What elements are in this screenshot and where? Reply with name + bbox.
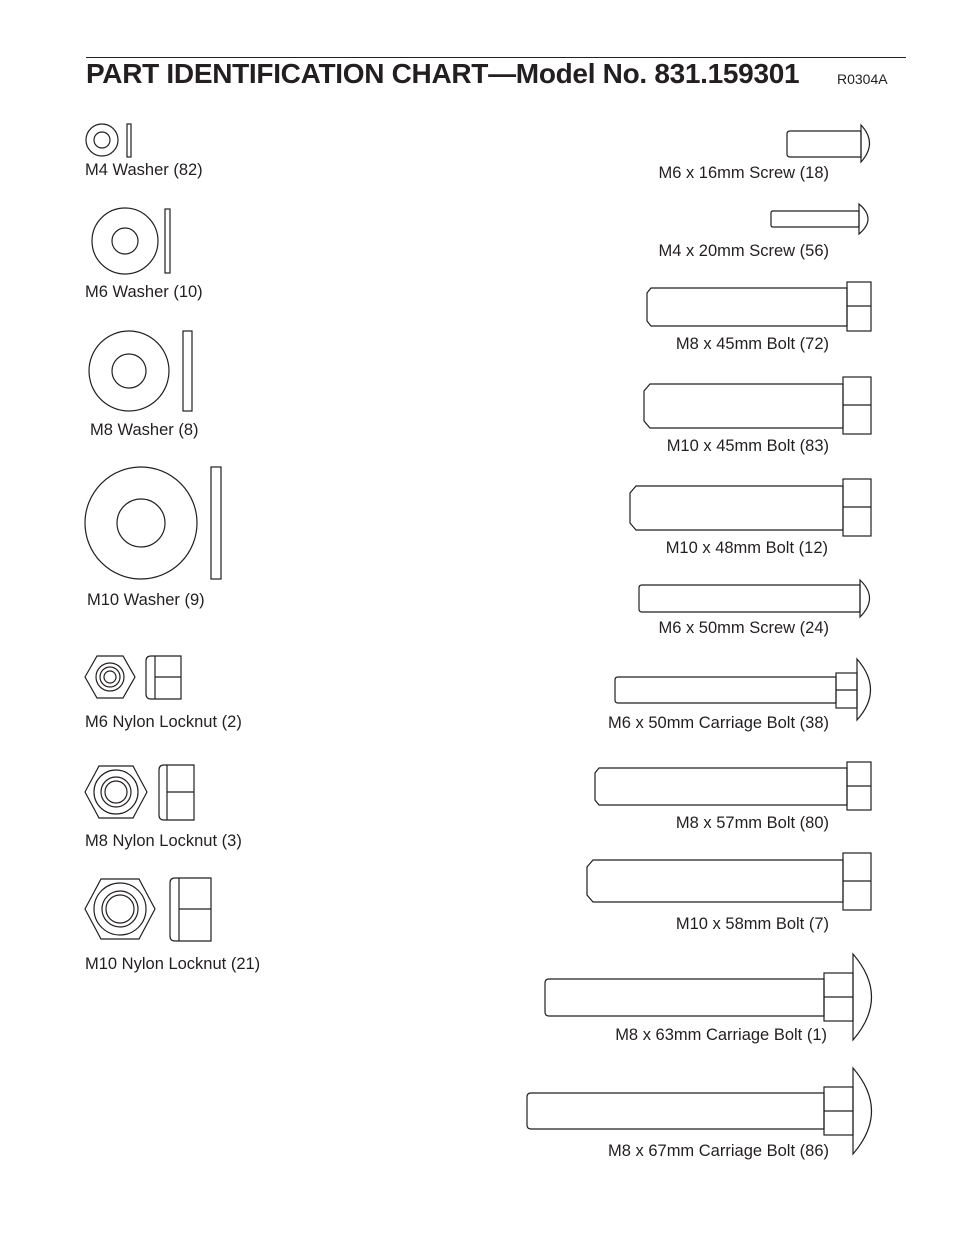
- part-label-m4-washer: M4 Washer (82): [85, 161, 203, 179]
- part-label-m6-washer: M6 Washer (10): [85, 283, 203, 301]
- document-code: R0304A: [837, 71, 888, 87]
- m6x50-carriage-bolt-drawing: [615, 659, 871, 720]
- m6-washer-drawing: [92, 208, 170, 274]
- part-label-m10x45-bolt: M10 x 45mm Bolt (83): [666, 437, 829, 455]
- part-label-m10x48-bolt: M10 x 48mm Bolt (12): [665, 539, 828, 557]
- part-label-m8-washer: M8 Washer (8): [90, 421, 199, 439]
- m10-washer-drawing: [85, 467, 221, 579]
- m6-nylon-locknut-drawing: [85, 656, 181, 699]
- m8-nylon-locknut-drawing: [85, 765, 194, 820]
- m8x57-bolt-drawing: [595, 762, 871, 810]
- part-label-m6x50-screw: M6 x 50mm Screw (24): [658, 619, 829, 637]
- m4-washer-drawing: [86, 124, 131, 157]
- m10-nylon-locknut-drawing: [85, 878, 211, 941]
- part-label-m6x16-screw: M6 x 16mm Screw (18): [658, 164, 829, 182]
- part-label-m6-nylon-locknut: M6 Nylon Locknut (2): [85, 713, 242, 731]
- part-label-m4x20-screw: M4 x 20mm Screw (56): [658, 242, 829, 260]
- m6x50-screw-drawing: [639, 580, 870, 617]
- part-label-m8-nylon-locknut: M8 Nylon Locknut (3): [85, 832, 242, 850]
- m6x16-screw-drawing: [787, 125, 870, 162]
- m8-washer-drawing: [89, 331, 192, 411]
- m10x45-bolt-drawing: [644, 377, 871, 434]
- page-title: PART IDENTIFICATION CHART—Model No. 831.159301: [86, 58, 800, 89]
- part-label-m8x57-bolt: M8 x 57mm Bolt (80): [675, 814, 829, 832]
- part-label-m8x63-carriage-bolt: M8 x 63mm Carriage Bolt (1): [615, 1026, 827, 1044]
- part-label-m10-nylon-locknut: M10 Nylon Locknut (21): [85, 955, 261, 973]
- part-label-m10-washer: M10 Washer (9): [87, 591, 205, 609]
- m8x67-carriage-bolt-drawing: [527, 1068, 872, 1154]
- part-label-m8x45-bolt: M8 x 45mm Bolt (72): [675, 335, 829, 353]
- m10x48-bolt-drawing: [630, 479, 871, 536]
- m8x63-carriage-bolt-drawing: [545, 954, 872, 1040]
- part-label-m10x58-bolt: M10 x 58mm Bolt (7): [675, 915, 829, 933]
- m8x45-bolt-drawing: [647, 282, 871, 331]
- part-label-m8x67-carriage-bolt: M8 x 67mm Carriage Bolt (86): [608, 1142, 829, 1160]
- m4x20-screw-drawing: [771, 204, 868, 234]
- m10x58-bolt-drawing: [587, 853, 871, 910]
- part-label-m6x50-carriage-bolt: M6 x 50mm Carriage Bolt (38): [608, 714, 829, 732]
